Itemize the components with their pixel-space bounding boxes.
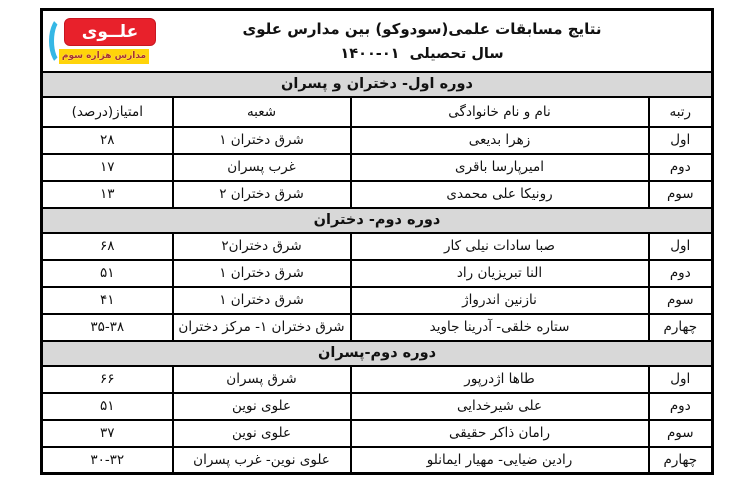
branch-cell: شرق پسران bbox=[173, 366, 351, 393]
name-cell: رادین ضیایی- مهیار ایمانلو bbox=[351, 447, 649, 474]
score-cell: ۵۱ bbox=[42, 393, 173, 420]
section-3-title: دوره دوم-پسران bbox=[42, 341, 713, 366]
branch-cell: شرق دختران ۱ bbox=[173, 287, 351, 314]
rank-cell: اول bbox=[649, 233, 713, 260]
rank-cell: دوم bbox=[649, 393, 713, 420]
column-header-row bbox=[42, 97, 713, 127]
score-cell: ۱۳ bbox=[42, 181, 173, 208]
results-document bbox=[40, 8, 711, 475]
branch-cell: شرق دختران۲ bbox=[173, 233, 351, 260]
score-cell: ۶۸ bbox=[42, 233, 173, 260]
score-cell: ۲۸ bbox=[42, 127, 173, 154]
alavi-logo bbox=[48, 14, 166, 70]
column-header-branch: شعبه bbox=[173, 97, 351, 127]
column-header-score: امتیاز(درصد) bbox=[42, 97, 173, 127]
score-cell: ۳۷ bbox=[42, 420, 173, 447]
name-cell: علی شیرخدایی bbox=[351, 393, 649, 420]
name-cell: امیرپارسا باقری bbox=[351, 154, 649, 181]
branch-cell: شرق دختران ۱ bbox=[173, 260, 351, 287]
branch-cell: علوی نوین bbox=[173, 393, 351, 420]
table-row bbox=[42, 420, 713, 447]
document-title-block bbox=[177, 12, 667, 70]
name-cell: نازنین اندرواژ bbox=[351, 287, 649, 314]
academic-year-value: ۱۴۰۰-۰۱ bbox=[340, 45, 400, 62]
name-cell: ستاره خلقی- آدرینا جاوید bbox=[351, 314, 649, 341]
table-row bbox=[42, 127, 713, 154]
logo-brand: علــوی bbox=[64, 18, 156, 46]
name-cell: رامان ذاکر حقیقی bbox=[351, 420, 649, 447]
rank-cell: اول bbox=[649, 127, 713, 154]
banner-row bbox=[42, 10, 713, 72]
rank-cell: سوم bbox=[649, 181, 713, 208]
rank-cell: چهارم bbox=[649, 314, 713, 341]
column-header-rank: رتبه bbox=[649, 97, 713, 127]
section-header-row bbox=[42, 72, 713, 97]
section-header-row bbox=[42, 341, 713, 366]
name-cell: طاها اژدرپور bbox=[351, 366, 649, 393]
academic-year bbox=[340, 46, 503, 62]
branch-cell: شرق دختران ۱ bbox=[173, 127, 351, 154]
table-row bbox=[42, 233, 713, 260]
rank-cell: سوم bbox=[649, 287, 713, 314]
name-cell: النا تبریزیان راد bbox=[351, 260, 649, 287]
name-cell: صبا سادات نیلی کار bbox=[351, 233, 649, 260]
rank-cell: سوم bbox=[649, 420, 713, 447]
document-title: نتایج مسابقات علمی(سودوکو) بین مدارس علوی bbox=[242, 19, 602, 38]
table-row bbox=[42, 287, 713, 314]
score-cell: ۳۵-۳۸ bbox=[42, 314, 173, 341]
logo-tagline: مدارس هزاره سوم bbox=[59, 49, 149, 64]
score-cell: ۳۰-۳۲ bbox=[42, 447, 173, 474]
table-row bbox=[42, 447, 713, 474]
banner-cell bbox=[42, 10, 713, 72]
name-cell: رونیکا علی محمدی bbox=[351, 181, 649, 208]
score-cell: ۶۶ bbox=[42, 366, 173, 393]
branch-cell: غرب پسران bbox=[173, 154, 351, 181]
branch-cell: علوی نوین- غرب پسران bbox=[173, 447, 351, 474]
score-cell: ۴۱ bbox=[42, 287, 173, 314]
score-cell: ۵۱ bbox=[42, 260, 173, 287]
rank-cell: دوم bbox=[649, 154, 713, 181]
section-header-row bbox=[42, 208, 713, 233]
table-row bbox=[42, 366, 713, 393]
branch-cell: علوی نوین bbox=[173, 420, 351, 447]
score-cell: ۱۷ bbox=[42, 154, 173, 181]
branch-cell: شرق دختران ۱- مرکز دختران bbox=[173, 314, 351, 341]
section-1-title: دوره اول- دختران و پسران bbox=[42, 72, 713, 97]
table-row bbox=[42, 181, 713, 208]
rank-cell: چهارم bbox=[649, 447, 713, 474]
rank-cell: دوم bbox=[649, 260, 713, 287]
column-header-name: نام و نام خانوادگی bbox=[351, 97, 649, 127]
table-row bbox=[42, 314, 713, 341]
results-table bbox=[40, 8, 714, 475]
branch-cell: شرق دختران ۲ bbox=[173, 181, 351, 208]
table-row bbox=[42, 393, 713, 420]
table-row bbox=[42, 260, 713, 287]
academic-year-label: سال تحصیلی bbox=[409, 45, 504, 62]
name-cell: زهرا بدیعی bbox=[351, 127, 649, 154]
table-row bbox=[42, 154, 713, 181]
section-2-title: دوره دوم- دختران bbox=[42, 208, 713, 233]
rank-cell: اول bbox=[649, 366, 713, 393]
